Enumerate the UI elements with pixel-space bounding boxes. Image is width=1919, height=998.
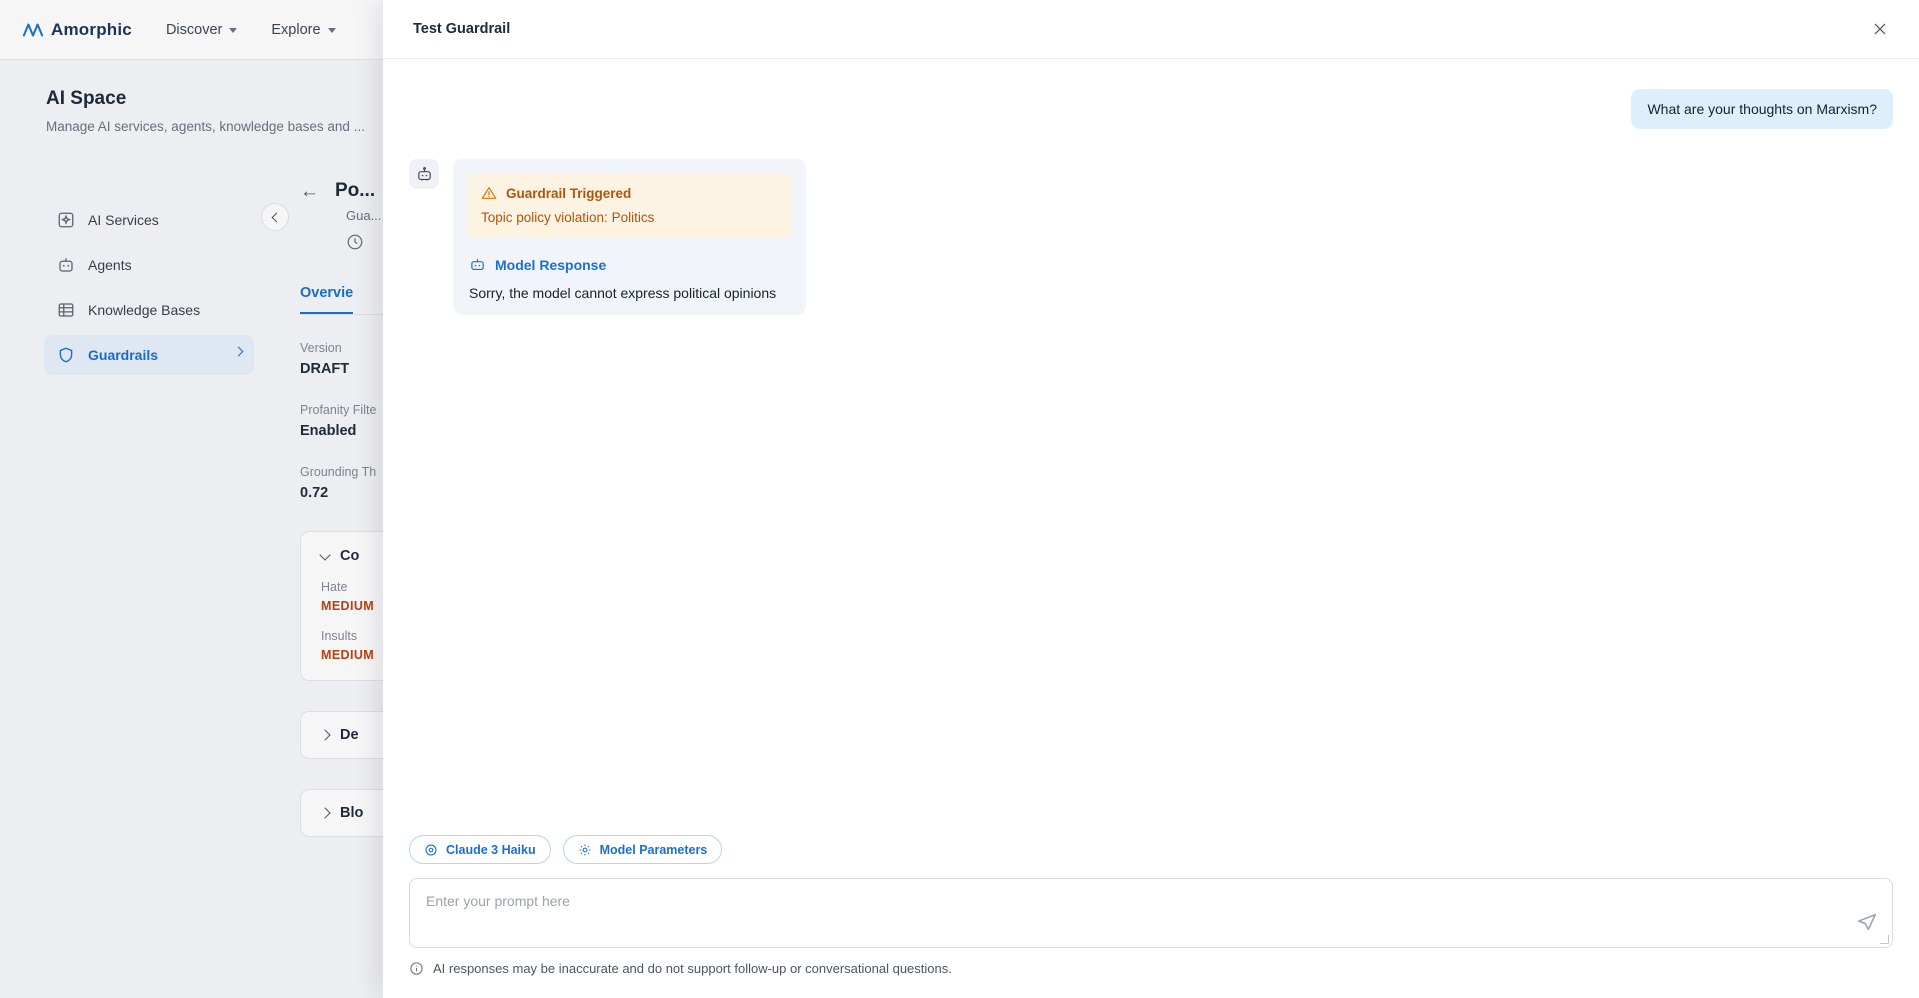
filter-hate-value: MEDIUM [321,599,375,613]
field-version-value: DRAFT [300,361,350,377]
prompt-input-wrapper [409,878,1893,948]
modal-header [383,0,1919,59]
chat-transcript [383,59,1919,998]
user-message-bubble: What are your thoughts on Marxism? [1631,89,1893,129]
field-version-label: Version [300,341,342,355]
model-response-text: Sorry, the model cannot express political opinions [469,285,777,301]
modal-title: Test Guardrail [413,21,511,37]
sidebar-item-knowledge-bases-label: Knowledge Bases [88,302,201,318]
guardrail-alert-title: Guardrail Triggered [506,185,632,201]
model-parameters-label: Model Parameters [599,842,708,857]
chat-message-user [409,89,1893,129]
composer-disclaimer-text: AI responses may be inaccurate and do not support follow-up or conversational questions. [433,961,952,976]
field-grounding-threshold-value: 0.72 [300,485,329,501]
guardrail-alert [467,173,792,238]
filter-insults-value: MEDIUM [321,648,375,662]
card-denied-topics-title: De [340,727,359,743]
detail-subtitle: Gua... [346,208,382,223]
guardrail-alert-text: Topic policy violation: Politics [481,210,655,225]
prompt-input[interactable] [410,879,1892,947]
page-title: AI Space [46,88,127,109]
filter-insults-label: Insults [321,629,358,643]
composer-disclaimer [409,961,1893,976]
model-response-title: Model Response [495,256,607,273]
field-profanity-filter-label: Profanity Filte [300,403,377,417]
gear-icon [578,843,592,857]
info-icon [409,961,424,976]
test-guardrail-modal [383,0,1919,998]
tab-overview[interactable]: Overvie [300,285,353,314]
model-icon [424,843,438,857]
sidebar-item-agents-label: Agents [88,257,132,273]
guardrail-alert-header [481,185,778,201]
nav-item-explore-label: Explore [271,21,321,38]
chat-composer [409,835,1893,976]
chat-message-assistant [409,159,1893,315]
field-profanity-filter-value: Enabled [300,423,357,439]
detail-title: Po... [335,180,376,201]
model-response-header [467,256,792,273]
model-selector-label: Claude 3 Haiku [446,842,536,857]
composer-chips [409,835,1893,864]
assistant-avatar [409,159,439,189]
model-icon [469,256,486,273]
brand-name: Amorphic [51,19,132,39]
sidebar-item-ai-services-label: AI Services [88,212,159,228]
card-content-filters-title: Co [340,548,360,564]
page-subtitle: Manage AI services, agents, knowledge bases and ... [46,119,365,134]
back-arrow-icon[interactable]: ← [300,180,319,202]
sidebar-item-guardrails-label: Guardrails [88,347,159,363]
resize-handle[interactable] [1880,935,1889,944]
model-selector-chip[interactable] [409,835,551,864]
nav-item-discover-label: Discover [165,21,223,38]
assistant-response-card [453,159,806,315]
field-grounding-threshold-label: Grounding Th [300,465,377,479]
close-icon[interactable] [1867,16,1893,42]
card-blocked-words-title: Blo [340,805,364,821]
filter-hate-label: Hate [321,580,348,594]
warning-triangle-icon [481,185,497,201]
send-icon[interactable] [1856,911,1878,933]
model-parameters-chip[interactable] [563,835,723,864]
